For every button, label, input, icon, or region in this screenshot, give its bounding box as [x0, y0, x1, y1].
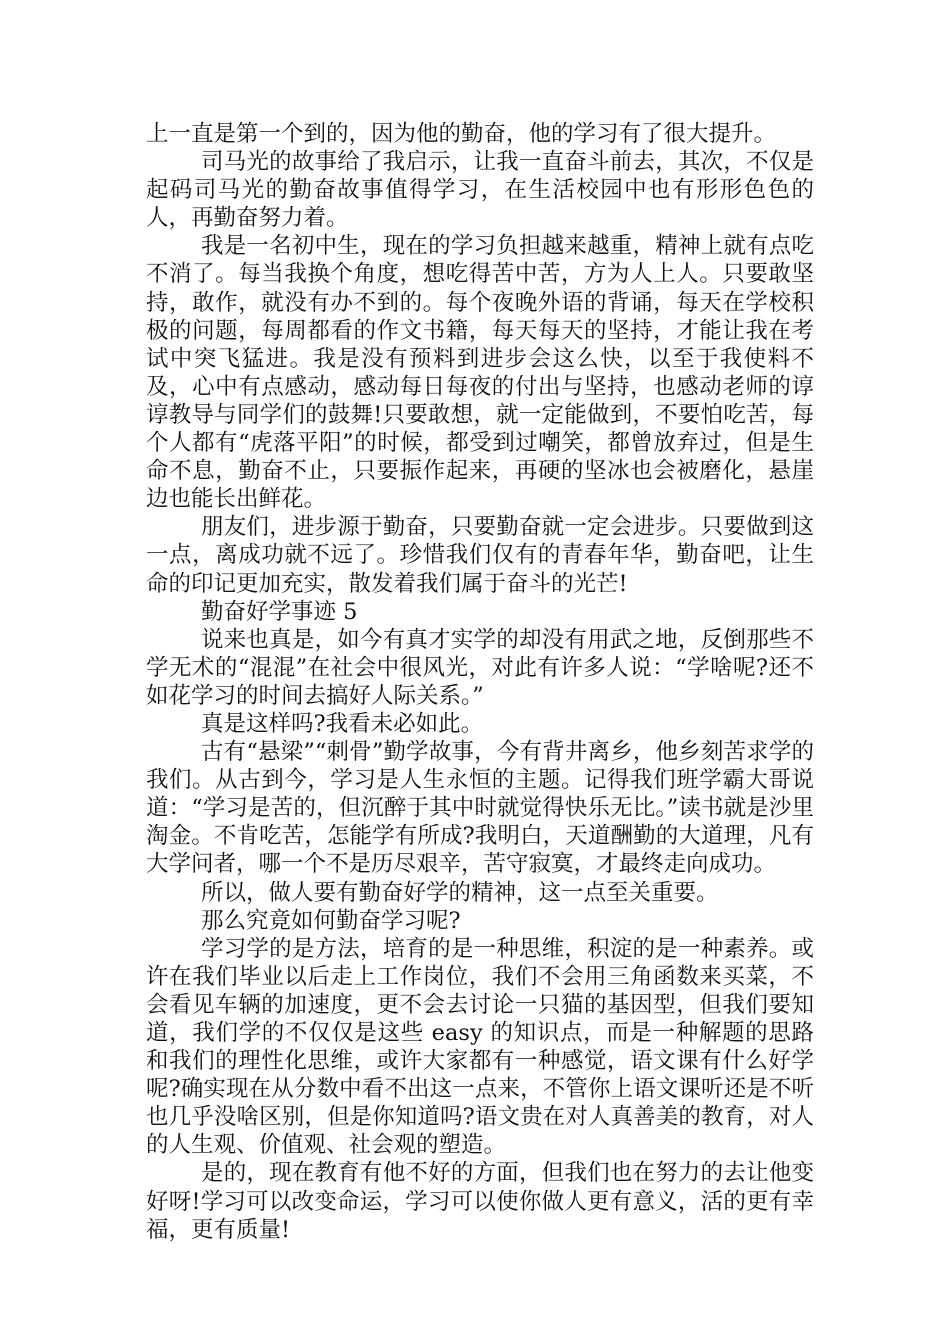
- paragraph-1: 上一直是第一个到的，因为他的勤奋，他的学习有了很大提升。: [146, 121, 777, 147]
- paragraph-6: 真是这样吗?我看未必如此。: [201, 710, 484, 737]
- paragraph-3: 我是一名初中生，现在的学习负担越来越重，精神上就有点吃不消了。每当我换个角度，想吃得苦中苦，方为人上人。只要敢坚持，敢作，就没有办不到的。每个夜晚外语的背诵，每天在学校积极的问题，每周都看的作文书籍，每天每天的坚持，才能让我在考试中突飞猛进。我是没有预料到进步会这么快，以至于我使料不及，心中有点感动，感动每日每夜的付出与坚持，也感动老师的谆谆教导与同学们的鼓舞!只要敢想，就一定能做到，不要怕吃苦，每个人都有“虎落平阳”的时候，都受到过嘲笑，都曾放弃过，但是生命不息，勤奋不止，只要振作起来，再硬的坚冰也会被磨化，悬崖边也能长出鲜花。: [146, 233, 814, 513]
- paragraph-9: 那么究竟如何勤奋学习呢?: [201, 907, 461, 934]
- paragraph-11: 是的，现在教育有他不好的方面，但我们也在努力的去让他变好呀!学习可以改变命运，学习可以使你做人更有意义，活的更有幸福，更有质量!: [146, 1160, 814, 1243]
- paragraph-8: 所以，做人要有勤奋好学的精神，这一点至关重要。: [201, 879, 719, 906]
- paragraph-4: 朋友们，进步源于勤奋，只要勤奋就一定会进步。只要做到这一点，离成功就不远了。珍惜我们仅有的青春年华，勤奋吧，让生命的印记更加充实，散发着我们属于奋斗的光芒!: [146, 514, 814, 597]
- document-body: [146, 120, 814, 1244]
- section-heading: 勤奋好学事迹 5: [201, 598, 358, 625]
- paragraph-5: 说来也真是，如今有真才实学的却没有用武之地，反倒那些不学无术的“混混”在社会中很风光，对此有许多人说：“学啥呢?还不如花学习的时间去搞好人际关系。”: [146, 626, 814, 709]
- paragraph-2: 司马光的故事给了我启示，让我一直奋斗前去，其次，不仅是起码司马光的勤奋故事值得学习，在生活校园中也有形形色色的人，再勤奋努力着。: [146, 149, 814, 232]
- paragraph-10: 学习学的是方法，培育的是一种思维，积淀的是一种素养。或许在我们毕业以后走上工作岗位，我们不会用三角函数来买菜，不会看见车辆的加速度，更不会去讨论一只猫的基因型，但我们要知道，我们学的不仅仅是这些 easy 的知识点，而是一种解题的思路和我们的理性化思维，或许大家都有一种感觉，语文课有什么好学呢?确实现在从分数中看不出这一点来，不管你上语文课听还是不听也几乎没啥区别，但是你知道吗?语文贵在对人真善美的教育，对人的人生观、价值观、社会观的塑造。: [146, 935, 814, 1159]
- paragraph-7: 古有“悬梁”“刺骨”勤学故事，今有背井离乡，他乡刻苦求学的我们。从古到今，学习是人生永恒的主题。记得我们班学霸大哥说道：“学习是苦的，但沉醉于其中时就觉得快乐无比。”读书就是沙里淘金。不肯吃苦，怎能学有所成?我明白，天道酬勤的大道理，凡有大学问者，哪一个不是历尽艰辛，苦守寂寞，才最终走向成功。: [146, 739, 814, 878]
